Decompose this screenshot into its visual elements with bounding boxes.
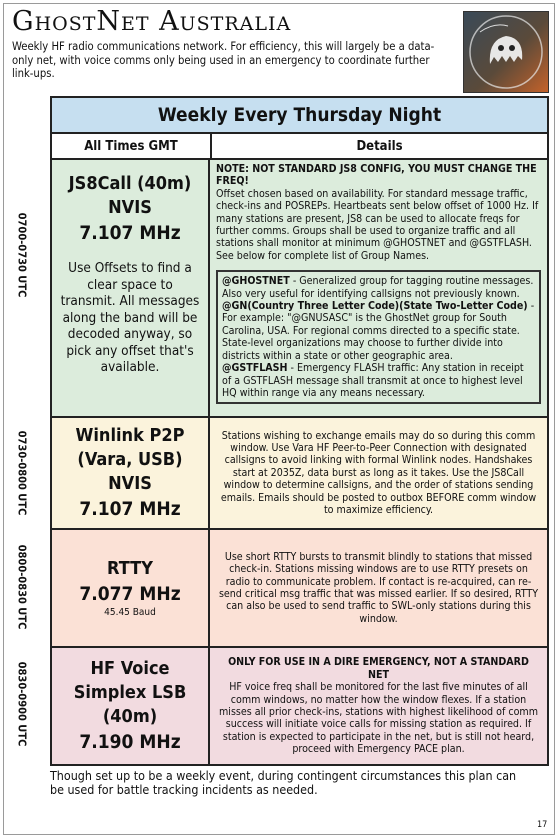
ghost-logo-icon xyxy=(464,12,548,92)
frequency-label: 7.190 MHz xyxy=(79,731,181,753)
time-label: 0800-0830 UTC xyxy=(15,544,29,630)
offsets-note: Use Offsets to find a clear space to transmit. All messages along the band will be decoded anyway, so pick any offset that's available. xyxy=(60,260,200,375)
time-label: 0830-0900 UTC xyxy=(15,661,29,747)
intro-text: Weekly HF radio communications network. For efficiency, this will largely be a data-only net, with voice comms only being used in an emergency to coordinate further link-ups. xyxy=(12,40,435,80)
group-item xyxy=(222,362,535,399)
mode-label: Winlink P2P (Vara, USB) NVIS xyxy=(75,425,185,494)
details-text: Stations wishing to exchange emails may do so during this comm window. Use Vara HF Peer-to-Peer Connection with designated callsigns to avoid linking with formal Winlink nodes. Handshakes start at 2035Z, data burst as long as it takes. Use the JS8Call window to determine callsigns, and the order of stations sending emails. Emails should be posted to outbox BEFORE comm window to maximize efficiency. xyxy=(220,429,537,517)
table-banner: Weekly Every Thursday Night xyxy=(52,98,547,134)
column-header-times: All Times GMT xyxy=(52,134,212,158)
note-heading: ONLY FOR USE IN A DIRE EMERGENCY, NOT A STANDARD NET xyxy=(228,656,529,681)
group-desc: - For example: "@GNUSASC" is the GhostNet group for South Carolina, USA. For regional comms directed to a specific state. State-level organizations may choose to further divide into districts within a state or other geographic area. xyxy=(222,300,535,362)
group-desc: - Emergency FLASH traffic: Any station in receipt of a GSTFLASH message shall transmit at once to highest level HQ within range via any means necessary. xyxy=(222,362,524,399)
details-text: Use short RTTY bursts to transmit blindly to stations that missed check-in. Stations missing windows are to use RTTY presets on radio to communicate problem. If contact is re-acquired, can re-send critical msg traffic that was missed earlier. If so desired, RTTY can also be used to send traffic to SWL-only stations during this window. xyxy=(218,550,539,625)
details-text: HF voice freq shall be monitored for the last five minutes of all comm windows, no matter how the window flexes. If a station misses all prior check-ins, stations with highest likelihood of comm success will initiate voice calls for missing station as required. If station is expected to participate in the net, but is still not heard, proceed with Emergency PACE plan. xyxy=(219,681,538,756)
group-names-box xyxy=(216,270,541,404)
mode-cell xyxy=(52,530,210,646)
table-row-winlink xyxy=(52,418,547,530)
group-tag: @GN(Country Three Letter Code)(State Two-Letter Code) xyxy=(222,300,528,313)
frequency-label: 7.107 MHz xyxy=(79,222,181,244)
mode-cell xyxy=(52,648,210,764)
page-number: 17 xyxy=(537,820,548,830)
time-label: 0700-0730 UTC xyxy=(15,212,29,298)
details-cell xyxy=(210,418,547,528)
details-cell xyxy=(210,530,547,646)
group-tag: @GHOSTNET xyxy=(222,275,290,288)
table-row-hf-voice xyxy=(52,648,547,764)
table-row-js8call xyxy=(52,160,547,418)
details-cell xyxy=(210,648,547,764)
group-tag: @GSTFLASH xyxy=(222,362,288,375)
mode-cell xyxy=(52,160,210,416)
time-label: 0730-0800 UTC xyxy=(15,430,29,516)
group-item xyxy=(222,275,535,300)
page-title: GhostNet Australia xyxy=(12,6,292,37)
mode-cell xyxy=(52,418,210,528)
frequency-label: 7.077 MHz xyxy=(79,583,181,605)
schedule-table xyxy=(50,96,549,766)
frequency-label: 7.107 MHz xyxy=(79,498,181,520)
baud-label: 45.45 Baud xyxy=(104,607,156,618)
footer-note: Though set up to be a weekly event, during contingent circumstances this plan can be used for battle tracking incidents as needed. xyxy=(50,768,517,797)
table-row-rtty xyxy=(52,530,547,648)
column-header-details: Details xyxy=(356,138,403,154)
mode-label: JS8Call (40m) NVIS xyxy=(68,173,192,218)
mode-label: RTTY xyxy=(107,558,153,579)
note-heading: NOTE: NOT STANDARD JS8 CONFIG, YOU MUST CHANGE THE FREQ! xyxy=(216,163,537,188)
group-desc: - Generalized group for tagging routine messages. Also very useful for identifying callsigns not previously known. xyxy=(222,275,534,300)
group-item xyxy=(222,300,535,362)
details-text: Offset chosen based on availability. For standard message traffic, check-ins and POSREPs. Heartbeats sent below offset of 1000 Hz. If many stations are present, JS8 can be used to allocate freqs for further comms. Groups shall be used to organize traffic and all stations shall monitor at minimum @GHOSTNET and @GSTFLASH. See below for complete list of Group Names. xyxy=(216,187,539,262)
mode-label: HF Voice Simplex LSB (40m) xyxy=(73,658,187,727)
logo-image xyxy=(463,11,549,93)
details-cell xyxy=(210,160,547,416)
table-header-row xyxy=(52,134,547,160)
